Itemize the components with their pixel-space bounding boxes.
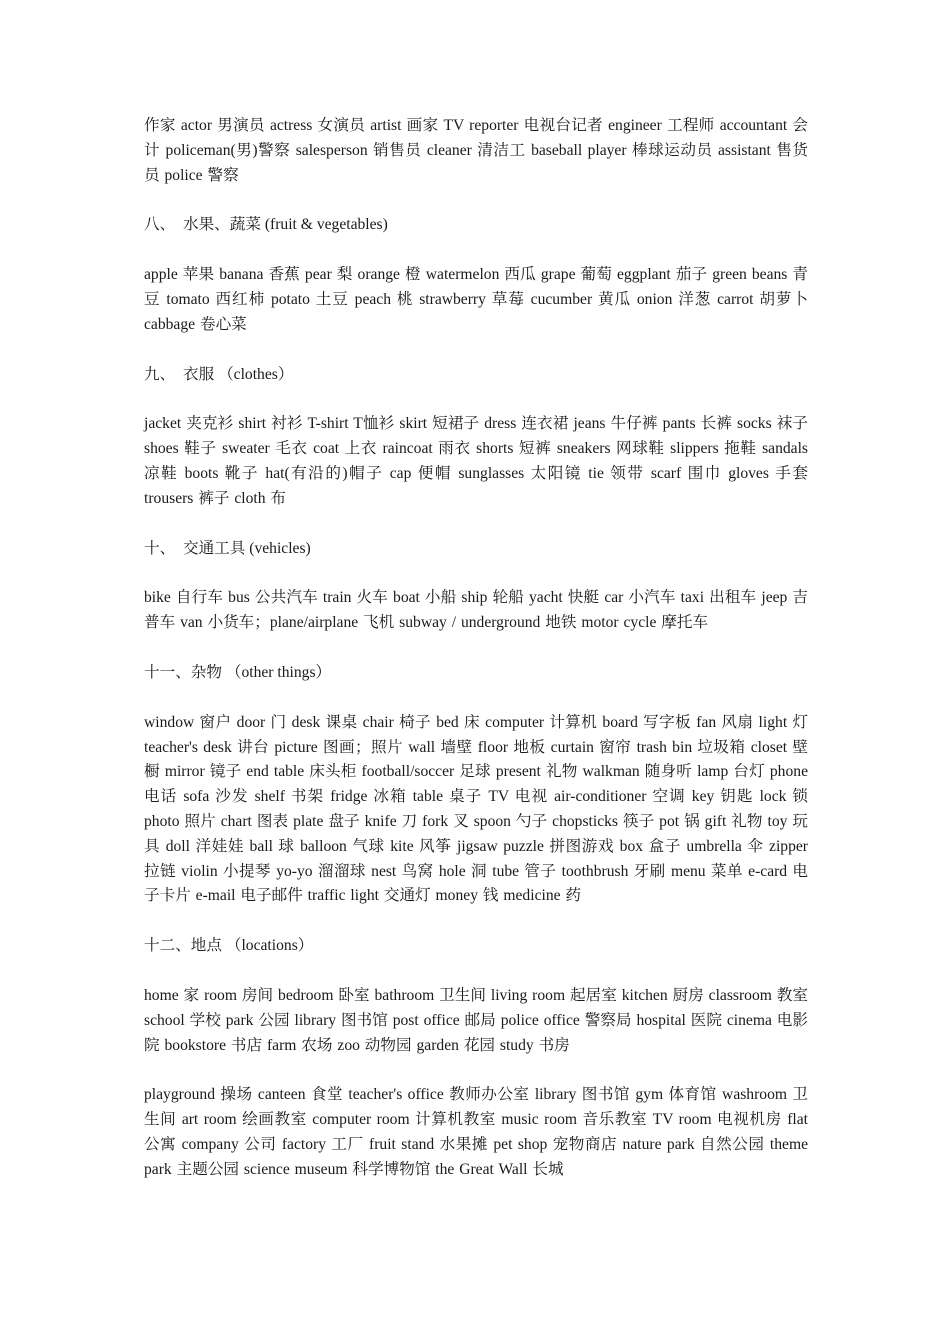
other-things-paragraph: window 窗户 door 门 desk 课桌 chair 椅子 bed 床 computer 计算机 board 写字板 fan 风扇 light 灯 teacher's desk 讲台 picture 图画；照片 wall 墙壁 floor 地板 curtain 窗帘 trash bin 垃圾箱 closet 壁橱 mirror 镜子 end table 床头柜 football/soccer 足球 present 礼物 walkman 随身听 lamp 台灯 phone 电话 sofa 沙发 shelf 书架 fridge 冰箱 table 桌子 TV 电视 air-conditioner 空调 key 钥匙 lock 锁 photo 照片 chart 图表 plate 盘子 knife 刀 fork 叉 spoon 勺子 chopsticks 筷子 pot 锅 gift 礼物 toy 玩具 doll 洋娃娃 ball 球 balloon 气球 kite 风筝 jigsaw puzzle 拼图游戏 box 盒子 umbrella 伞 zipper 拉链 violin 小提琴 yo-yo 溜溜球 nest 鸟窝 hole 洞 tube 管子 toothbrush 牙刷 menu 菜单 e-card 电子卡片 e-mail 电子邮件 traffic light 交通灯 money 钱 medicine 药	[144, 713, 808, 905]
locations-paragraph: home 家 room 房间 bedroom 卧室 bathroom 卫生间 living room 起居室 kitchen 厨房 classroom 教室 school 学校 park 公园 library 图书馆 post office 邮局 police office 警察局 hospital 医院 cinema 电影院 bookstore 书店 farm 农场 zoo 动物园 garden 花园 study 书房	[144, 986, 808, 1054]
document-page	[144, 114, 808, 1208]
section-heading-vehicles: 十、 交通工具 (vehicles)	[144, 539, 311, 557]
section-heading-other-things: 十一、杂物 （other things）	[144, 663, 332, 681]
occupations-paragraph: 作家 actor 男演员 actress 女演员 artist 画家 TV reporter 电视台记者 engineer 工程师 accountant 会计 policeman(男)警察 salesperson 销售员 cleaner 清洁工 baseball player 棒球运动员 assistant 售货员 police 警察	[144, 117, 808, 184]
section-heading-fruit: 八、 水果、蔬菜 (fruit & vegetables)	[144, 216, 388, 234]
section-heading-clothes: 九、 衣服 （clothes）	[144, 365, 294, 383]
clothes-paragraph: jacket 夹克衫 shirt 衬衫 T-shirt T恤衫 skirt 短裙子 dress 连衣裙 jeans 牛仔裤 pants 长裤 socks 袜子 shoes 鞋子 sweater 毛衣 coat 上衣 raincoat 雨衣 shorts 短裤 sneakers 网球鞋 slippers 拖鞋 sandals 凉鞋 boots 靴子 hat(有沿的)帽子 cap 便帽 sunglasses 太阳镜 tie 领带 scarf 围巾 gloves 手套 trousers 裤子 cloth 布	[144, 415, 808, 507]
locations-paragraph-2: playground 操场 canteen 食堂 teacher's office 教师办公室 library 图书馆 gym 体育馆 washroom 卫生间 art room 绘画教室 computer room 计算机教室 music room 音乐教室 TV room 电视机房 flat 公寓 company 公司 factory 工厂 fruit stand 水果摊 pet shop 宠物商店 nature park 自然公园 theme park 主题公园 science museum 科学博物馆 the Great Wall 长城	[144, 1086, 808, 1178]
section-heading-locations: 十二、地点 （locations）	[144, 937, 314, 955]
vehicles-paragraph: bike 自行车 bus 公共汽车 train 火车 boat 小船 ship 轮船 yacht 快艇 car 小汽车 taxi 出租车 jeep 吉普车 van 小货车；plane/airplane 飞机 subway / underground 地铁 motor cycle 摩托车	[144, 589, 808, 632]
fruit-paragraph: apple 苹果 banana 香蕉 pear 梨 orange 橙 watermelon 西瓜 grape 葡萄 eggplant 茄子 green beans 青豆 tomato 西红柿 potato 土豆 peach 桃 strawberry 草莓 cucumber 黄瓜 onion 洋葱 carrot 胡萝卜 cabbage 卷心菜	[144, 266, 808, 333]
